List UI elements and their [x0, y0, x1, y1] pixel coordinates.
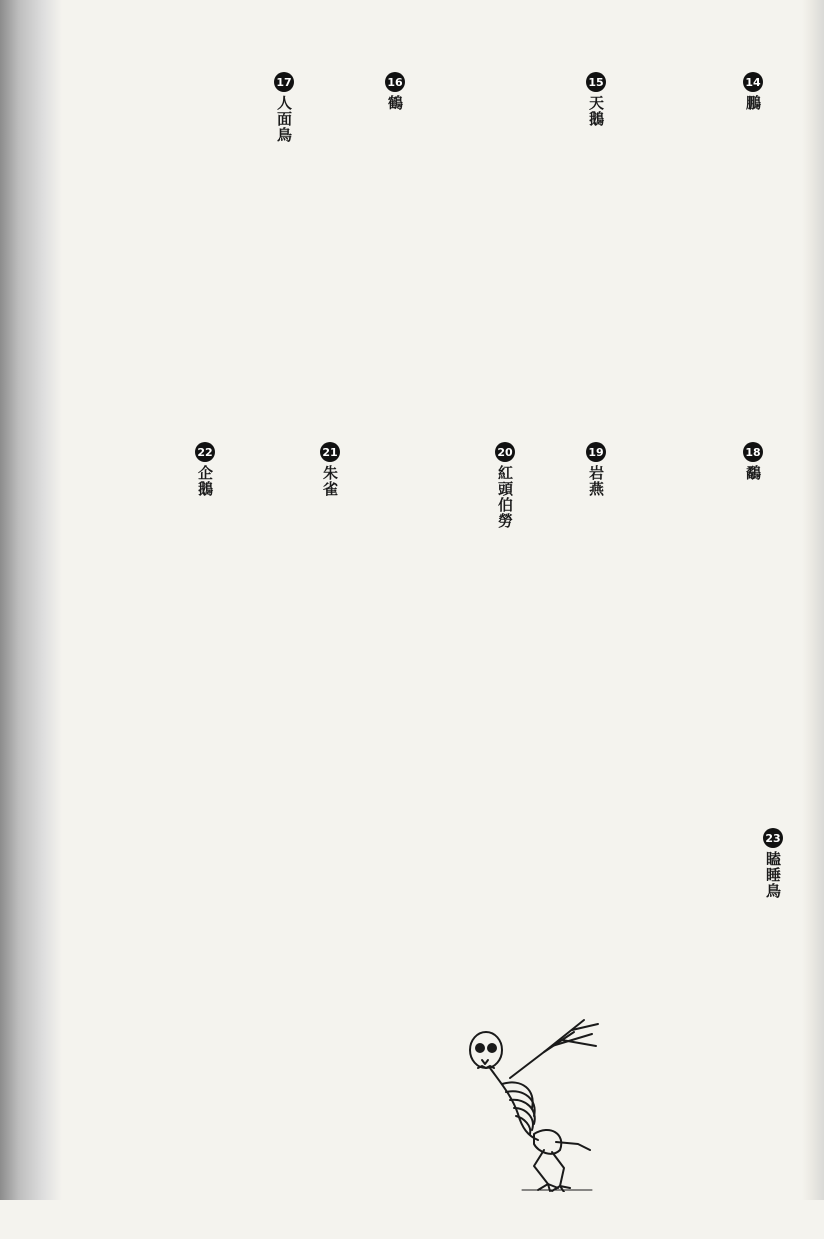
entry-name: 企鵝 — [196, 465, 214, 497]
entry-name: 天鵝 — [587, 95, 605, 127]
entry-number-badge: 21 — [320, 442, 340, 462]
entry-number-badge: 16 — [385, 72, 405, 92]
entry-20-heading — [465, 442, 545, 529]
entry-number-badge: 15 — [586, 72, 606, 92]
entry-number-badge: 18 — [743, 442, 763, 462]
entry-name: 瞌睡鳥 — [764, 851, 782, 899]
entry-21-heading — [310, 442, 350, 497]
entry-name: 鵬 — [744, 95, 762, 111]
entry-23-heading — [743, 828, 803, 899]
page-edge — [802, 0, 824, 1200]
entry-name: 紅頭伯勞 — [496, 465, 514, 529]
entry-number-badge: 14 — [743, 72, 763, 92]
entry-15-heading — [576, 72, 616, 127]
entry-name: 人面鳥 — [275, 95, 293, 143]
entry-number-badge: 19 — [586, 442, 606, 462]
harpy-skeleton-illustration — [452, 1012, 602, 1192]
entry-18-heading — [743, 442, 763, 481]
entry-22-heading — [185, 442, 225, 497]
entry-name: 鷸 — [744, 465, 762, 481]
entry-16-heading — [385, 72, 405, 111]
entry-14-heading — [743, 72, 763, 111]
entry-number-badge: 23 — [763, 828, 783, 848]
entry-17-heading — [254, 72, 314, 143]
entry-19-heading — [576, 442, 616, 497]
entry-number-badge: 17 — [274, 72, 294, 92]
entry-number-badge: 20 — [495, 442, 515, 462]
entry-name: 鶴 — [386, 95, 404, 111]
entry-name: 岩燕 — [587, 465, 605, 497]
entry-name: 朱雀 — [321, 465, 339, 497]
binding-shadow — [0, 0, 62, 1200]
entry-number-badge: 22 — [195, 442, 215, 462]
